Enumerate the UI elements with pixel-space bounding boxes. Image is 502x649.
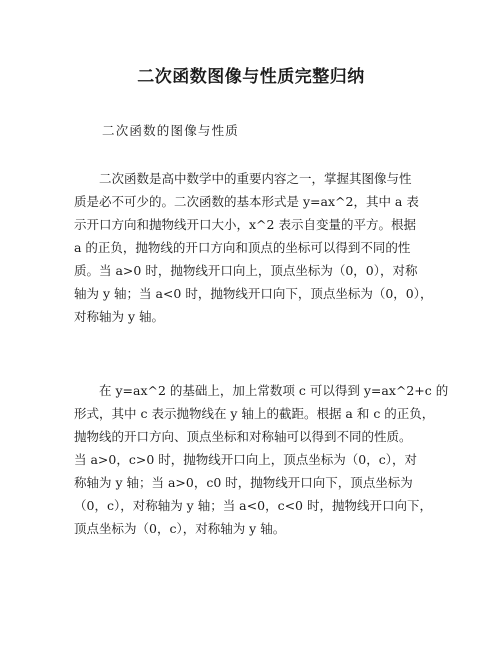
paragraph-line: 形式，其中 c 表示抛物线在 y 轴上的截距。根据 a 和 c 的正负， [74, 406, 435, 421]
paragraph-line: 在 y=ax^2 的基础上，加上常数项 c 可以得到 y=ax^2+c 的 [74, 383, 449, 398]
paragraph-1 [74, 167, 436, 328]
paragraph-line: a 的正负，抛物线的开口方向和顶点的坐标可以得到不同的性 [74, 240, 411, 255]
paragraph-line: （0，c），对称轴为 y 轴；当 a<0，c<0 时，抛物线开口向下， [74, 498, 432, 513]
document-title: 二次函数图像与性质完整归纳 [137, 67, 365, 87]
paragraph-line: 二次函数是高中数学中的重要内容之一，掌握其图像与性 [74, 171, 412, 186]
paragraph-line: 轴为 y 轴；当 a<0 时，抛物线开口向下，顶点坐标为（0，0）， [74, 286, 433, 301]
paragraph-line: 质。当 a>0 时，抛物线开口向上，顶点坐标为（0，0），对称 [74, 263, 418, 278]
paragraph-2 [74, 379, 449, 540]
paragraph-line: 称轴为 y 轴；当 a>0，c0 时，抛物线开口向下，顶点坐标为 [74, 475, 413, 490]
paragraph-line: 顶点坐标为（0，c），对称轴为 y 轴。 [74, 521, 286, 536]
paragraph-line: 当 a>0，c>0 时，抛物线开口向上，顶点坐标为（0，c），对 [74, 452, 417, 467]
paragraph-line: 抛物线的开口方向、顶点坐标和对称轴可以得到不同的性质。 [74, 429, 412, 444]
paragraph-line: 质是必不可少的。二次函数的基本形式是 y=ax^2，其中 a 表 [74, 194, 419, 209]
paragraph-line: 示开口方向和抛物线开口大小，x^2 表示自变量的平方。根据 [74, 217, 416, 232]
paragraph-line: 对称轴为 y 轴。 [74, 309, 165, 324]
section-heading: 二次函数的图像与性质 [102, 123, 240, 138]
